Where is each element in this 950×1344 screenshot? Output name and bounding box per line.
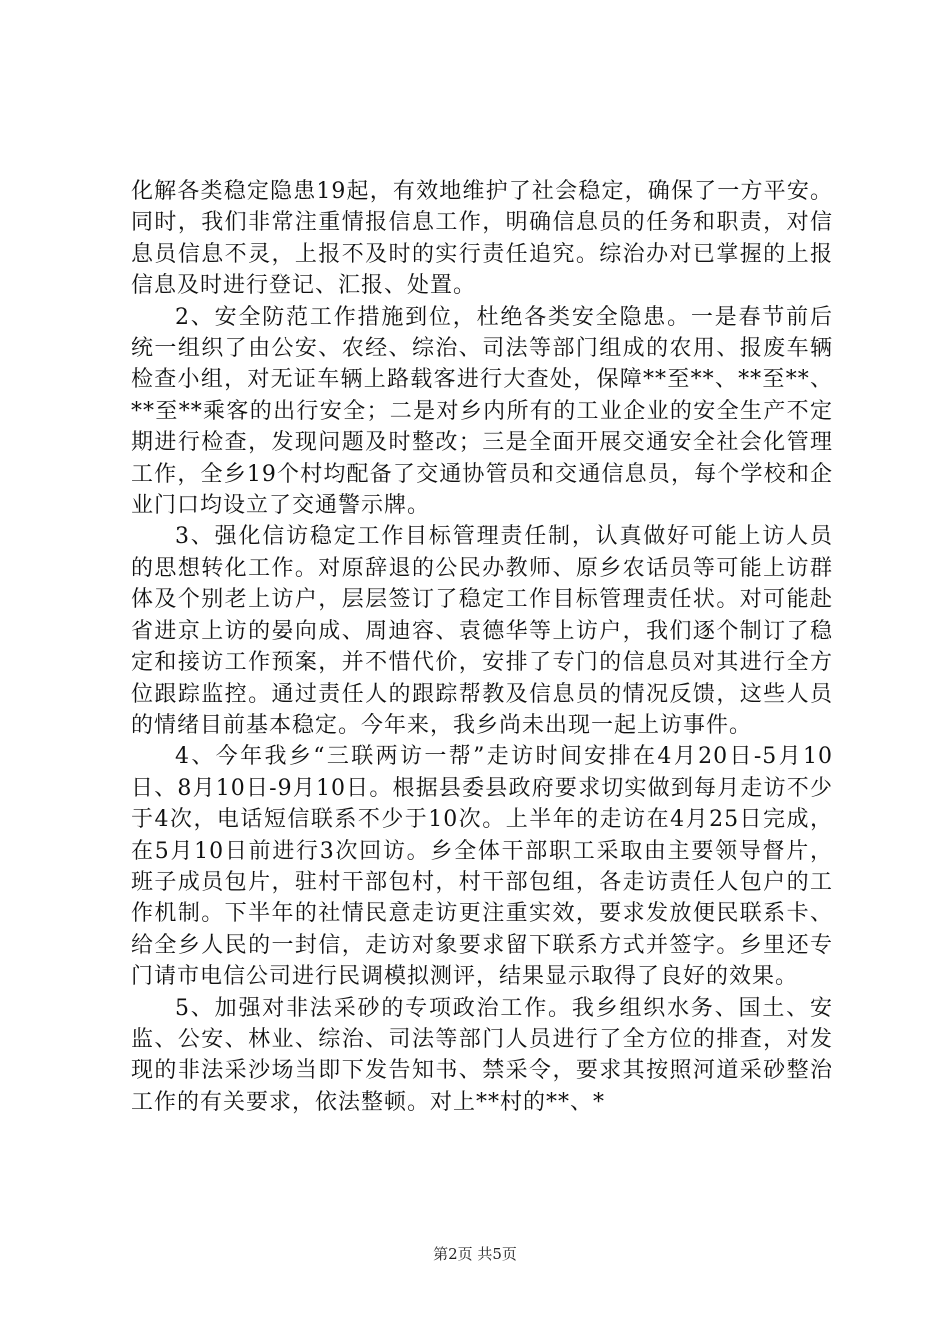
paragraph-petition-stability: 3、强化信访稳定工作目标管理责任制，认真做好可能上访人员的思想转化工作。对原辞退的公民办教师、原乡农话员等可能上访群体及个别老上访户，层层签订了稳定工作目标管理责任状。对可能赴省进京上访的晏向成、周迪容、袁德华等上访户，我们逐个制订了稳定和接访工作预案，并不惜代价，安排了专门的信息员对其进行全方位跟踪监控。通过责任人的跟踪帮教及信息员的情况反馈，这些人员的情绪目前基本稳定。今年来，我乡尚未出现一起上访事件。: [131, 524, 833, 738]
page-number-footer: 第2页 共5页: [433, 1245, 517, 1263]
document-body: [131, 176, 833, 1118]
paragraph-visits-schedule: 4、今年我乡“三联两访一帮”走访时间安排在4月20日-5月10日、8月10日-9月10日。根据县委县政府要求切实做到每月走访不少于4次，电话短信联系不少于10次。上半年的走访在4月25日完成，在5月10日前进行3次回访。乡全体干部职工采取由主要领导督片，班子成员包片，驻村干部包村，村干部包组，各走访责任人包户的工作机制。下半年的社情民意走访更注重实效，要求发放便民联系卡、给全乡人民的一封信，走访对象要求留下联系方式并签字。乡里还专门请市电信公司进行民调模拟测评，结果显示取得了良好的效果。: [131, 744, 834, 990]
paragraph-continuation: 化解各类稳定隐患19起，有效地维护了社会稳定，确保了一方平安。同时，我们非常注重情报信息工作，明确信息员的任务和职责，对信息员信息不灵，上报不及时的实行责任追究。综治办对已掌握的上报信息及时进行登记、汇报、处置。: [131, 179, 833, 299]
paragraph-illegal-sand-mining: 5、加强对非法采砂的专项政治工作。我乡组织水务、国土、安监、公安、林业、综治、司法等部门人员进行了全方位的排查，对发现的非法采沙场当即下发告知书、禁采令，要求其按照河道采砂整治工作的有关要求，依法整顿。对上**村的**、*: [131, 995, 833, 1115]
paragraph-safety-measures: 2、安全防范工作措施到位，杜绝各类安全隐患。一是春节前后统一组织了由公安、农经、综治、司法等部门组成的农用、报废车辆检查小组，对无证车辆上路载客进行大查处，保障**至**、**至**、**至**乘客的出行安全；二是对乡内所有的工业企业的安全生产不定期进行检查，发现问题及时整改；三是全面开展交通安全社会化管理工作，全乡19个村均配备了交通协管员和交通信息员，每个学校和企业门口均设立了交通警示牌。: [131, 304, 833, 519]
